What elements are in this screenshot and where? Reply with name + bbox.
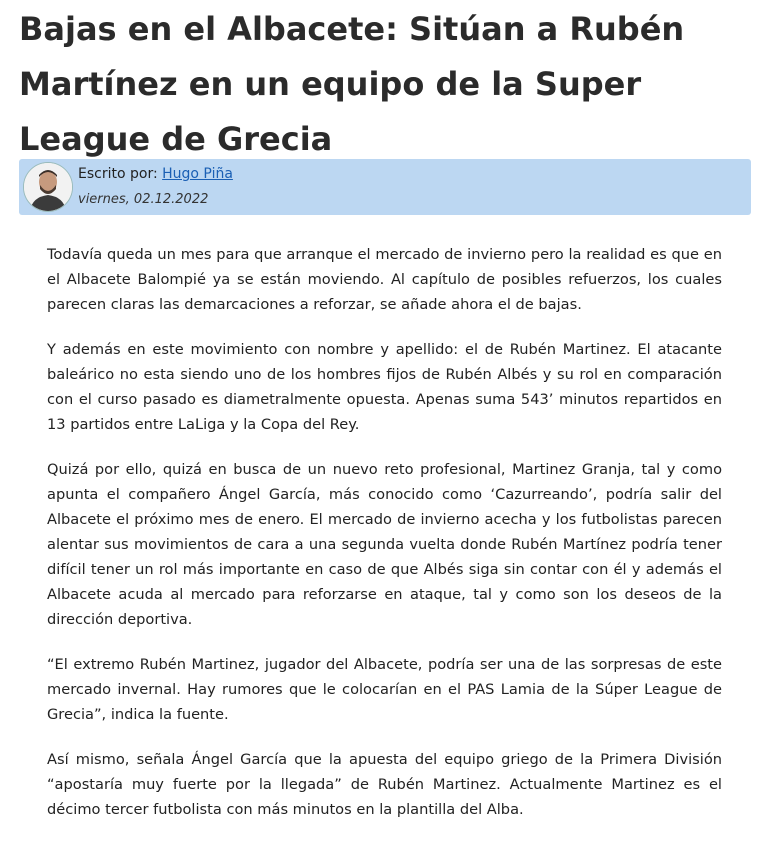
byline-prefix: Escrito por: — [78, 166, 158, 182]
paragraph: “El extremo Rubén Martinez, jugador del Albacete, podría ser una de las sorpresas de este mercado invernal. Hay rumores que le colocarían en el PAS Lamia de la Súper League de Grecia”, indica la fuente. — [47, 656, 722, 723]
paragraph: Todavía queda un mes para que arranque el mercado de invierno pero la realidad es que en el Albacete Balompié ya se están moviendo. Al capítulo de posibles refuerzos, los cuales parecen claras las demarcaciones a reforzar, se añade ahora el de bajas. — [47, 246, 722, 313]
byline — [78, 166, 233, 182]
publish-date: viernes, 02.12.2022 — [78, 192, 209, 207]
paragraph: Quizá por ello, quizá en busca de un nuevo reto profesional, Martinez Granja, tal y como apunta el compañero Ángel García, más conocido como ‘Cazurreando’, podría salir del Albacete el próximo mes de enero. El mercado de invierno acecha y los futbolistas parecen alentar sus movimientos de cara a una segunda vuelta donde Rubén Martínez podría tener difícil tener un rol más importante en caso de que Albés siga sin contar con él y además el Albacete acuda al mercado para reforzarse en ataque, tal y como son los deseos de la dirección deportiva. — [47, 461, 722, 628]
paragraph: Y además en este movimiento con nombre y apellido: el de Rubén Martinez. El atacante baleárico no esta siendo uno de los hombres fijos de Rubén Albés y su rol en comparación con el curso pasado es diametralmente opuesta. Apenas suma 543’ minutos repartidos en 13 partidos entre LaLiga y la Copa del Rey. — [47, 341, 722, 433]
paragraph: Así mismo, señala Ángel García que la apuesta del equipo griego de la Primera División “apostaría muy fuerte por la llegada” de Rubén Martinez. Actualmente Martinez es el décimo tercer futbolista con más minutos en la plantilla del Alba. — [47, 751, 722, 818]
author-link[interactable]: Hugo Piña — [162, 166, 233, 182]
article-title: Bajas en el Albacete: Sitúan a Rubén Martínez en un equipo de la Super League de Grecia — [19, 10, 685, 158]
author-box — [19, 159, 751, 215]
article-body — [47, 242, 722, 842]
avatar-image — [24, 163, 72, 211]
author-avatar — [23, 162, 73, 212]
